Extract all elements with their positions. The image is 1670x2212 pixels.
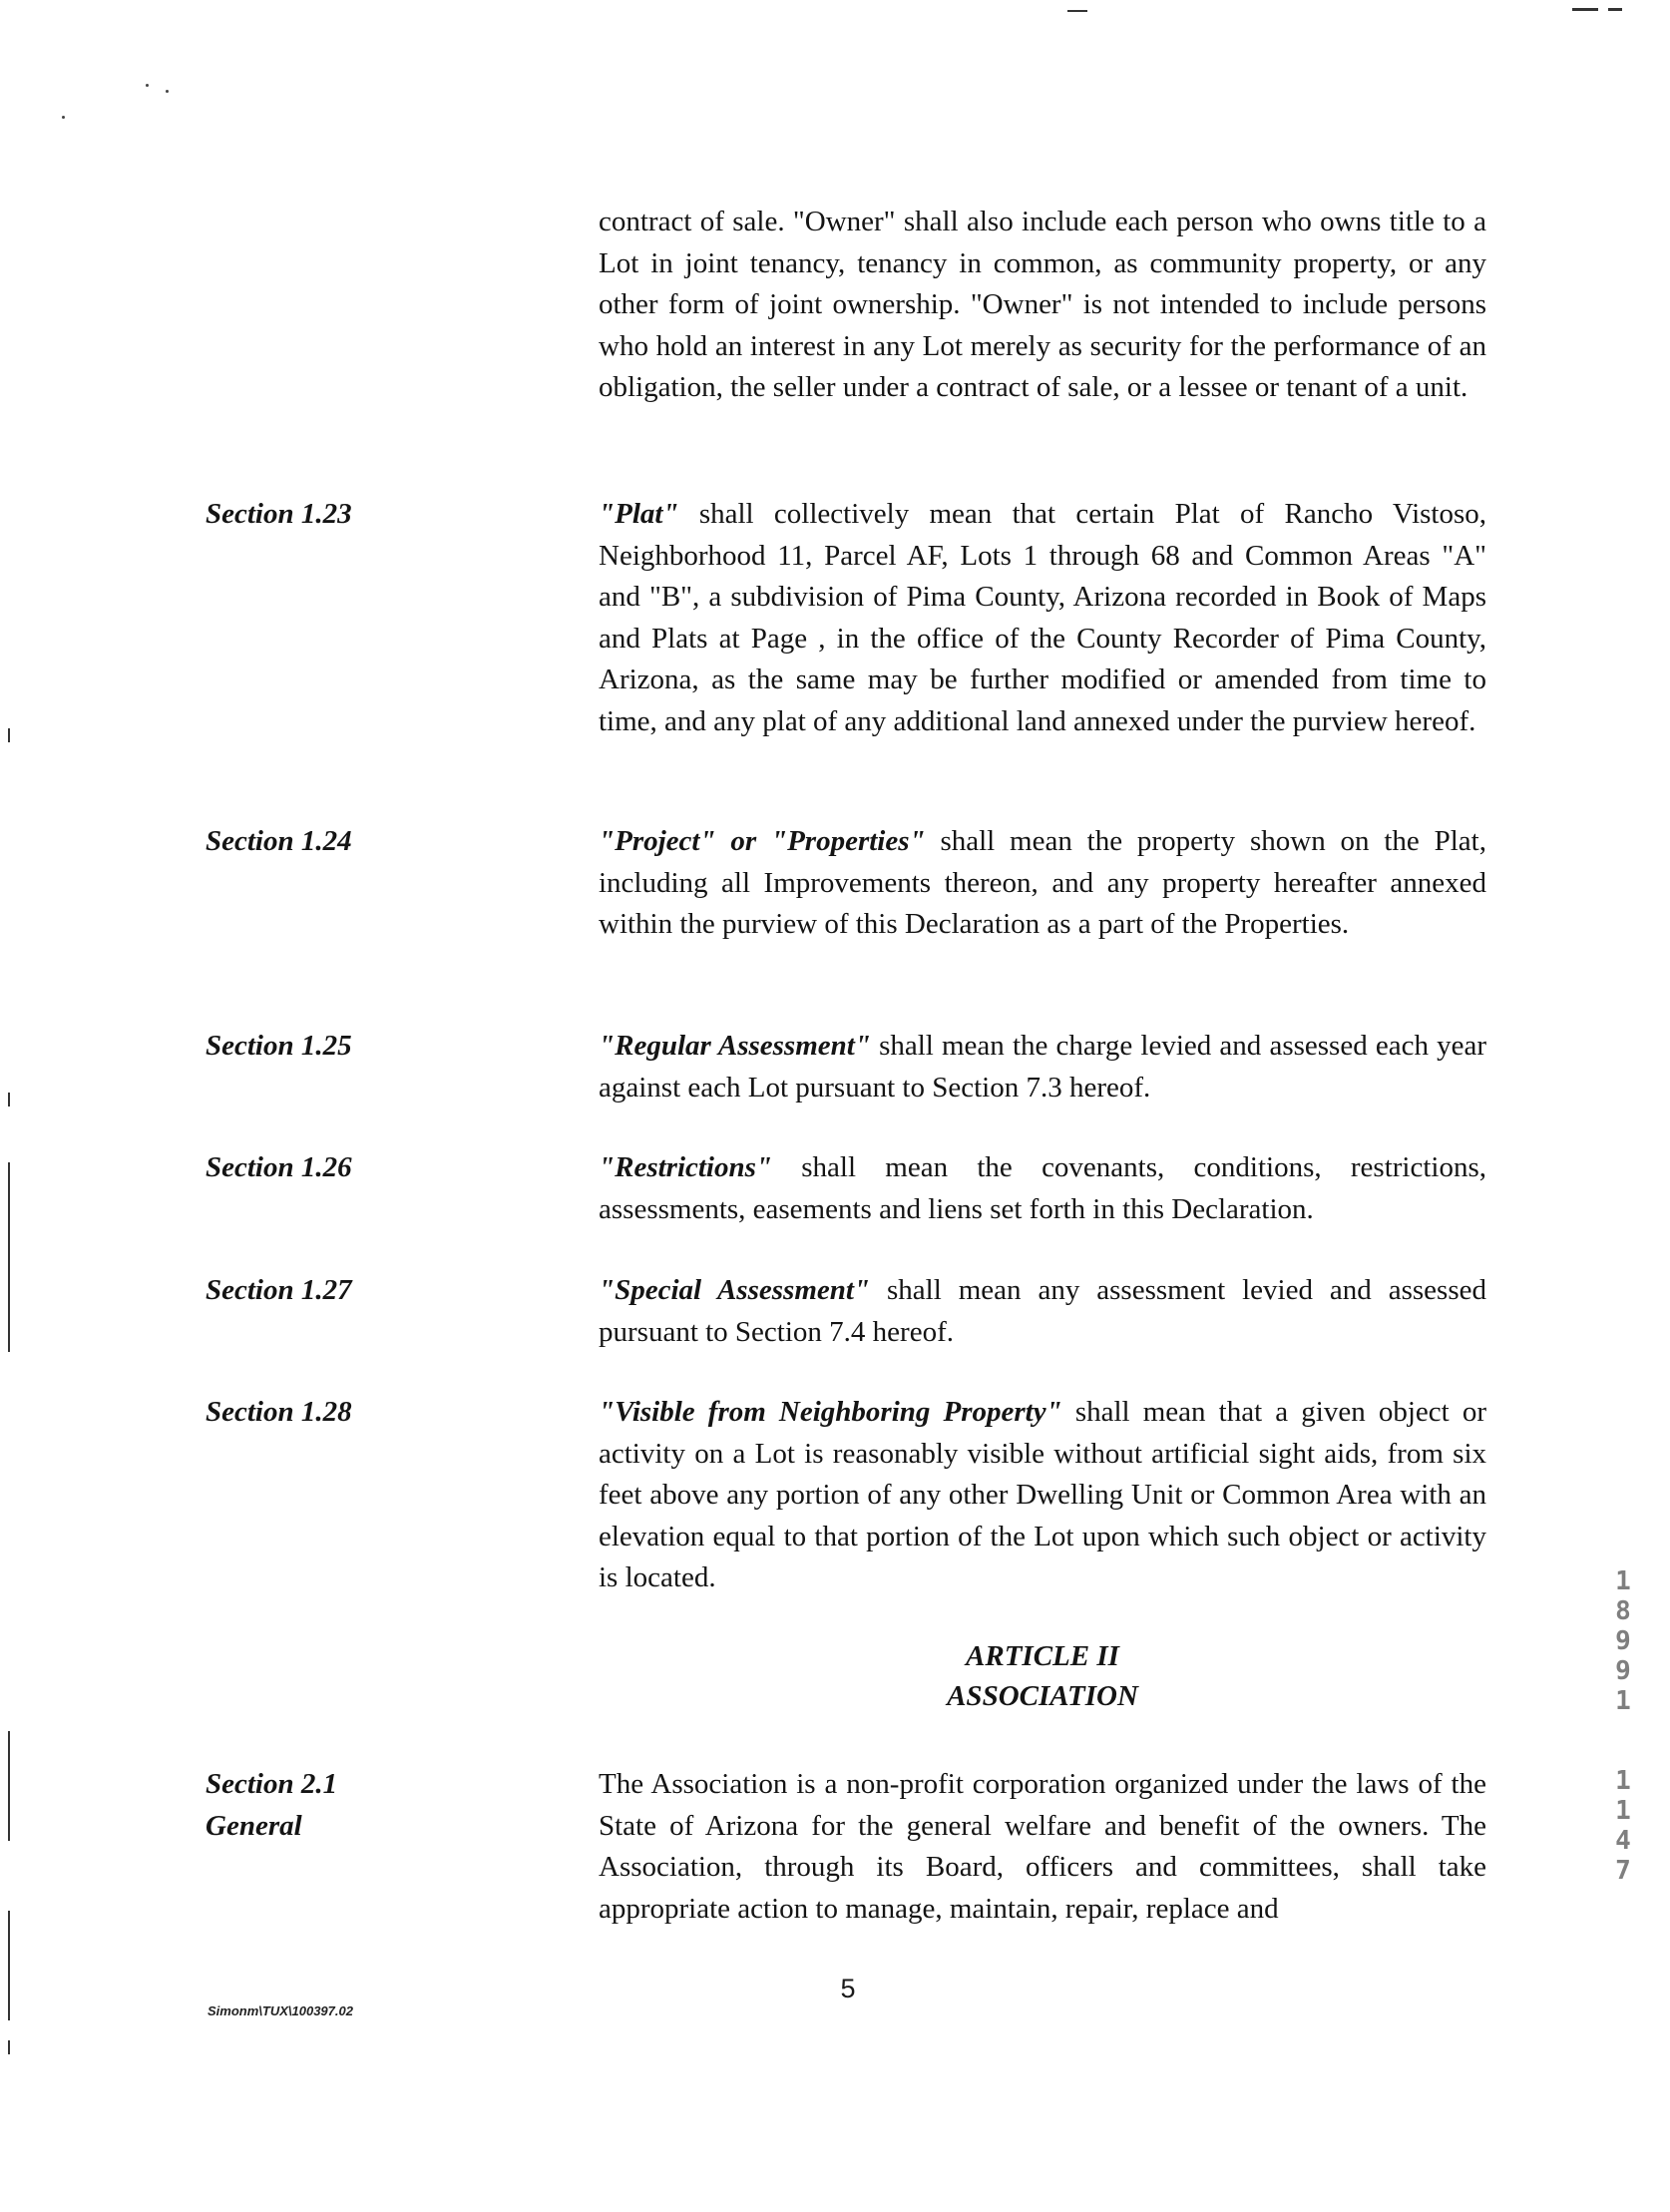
defined-term: "Restrictions" [599,1151,772,1183]
definition-text: shall mean any assessment levied and assessed pursuant to Section 7.4 hereof. [599,1274,1486,1348]
section-label: Section 1.26 [206,1151,352,1183]
stamp-digit: 4 [1615,1826,1631,1856]
section-paragraph [599,1270,1486,1353]
defined-term: "Project" or "Properties" [599,825,926,857]
stamp-digit: 1 [1615,1796,1631,1826]
stamp-digit: 8 [1615,1596,1631,1626]
scan-mark [1608,8,1622,11]
section-paragraph [599,1026,1486,1108]
margin-line [8,1911,10,2020]
scan-mark [1067,10,1087,12]
stamp-digit: 9 [1615,1656,1631,1686]
scan-speck [146,84,149,87]
defined-term: "Visible from Neighboring Property" [599,1396,1062,1428]
scan-mark [1572,8,1598,11]
section-paragraph [599,1392,1486,1599]
definition-text: shall mean the property shown on the Plat, including all Improvements thereon, and any property hereafter annexed within the purview of this Declaration as a part of the Properties. [599,825,1486,940]
section-label: Section 1.25 [206,1030,352,1062]
margin-line [8,1162,10,1352]
article-number: ARTICLE II [966,1640,1119,1672]
section-label: Section 1.27 [206,1274,352,1306]
file-reference: Simonm\TUX\100397.02 [208,2003,353,2018]
scan-speck [62,116,65,119]
section-label: Section 1.28 [206,1396,352,1428]
defined-term: "Regular Assessment" [599,1030,871,1062]
article-title: ASSOCIATION [947,1680,1138,1712]
document-stamp [1608,1566,1638,1716]
margin-line [8,728,10,742]
page-number: 5 [840,1974,856,2003]
continuation-paragraph: contract of sale. "Owner" shall also include each person who owns title to a Lot in joint tenancy, tenancy in common, as community property, or any other form of joint ownership. "Owner" is not intended to include persons who hold an interest in any Lot merely as security for the performance of an obligation, the seller under a contract of sale, or a lessee or tenant of a unit. [599,206,1486,403]
margin-line [8,2040,10,2054]
stamp-digit: 7 [1615,1856,1631,1886]
scan-speck [166,90,169,93]
section-paragraph [599,821,1486,946]
section-paragraph [599,1147,1486,1230]
stamp-digit: 1 [1615,1766,1631,1796]
document-stamp [1608,1766,1638,1886]
definition-text: shall mean the charge levied and assessed each year against each Lot pursuant to Section 7.3 hereof. [599,1030,1487,1104]
section-sublabel: General [206,1809,302,1842]
section-label: Section 1.23 [206,498,352,530]
definition-text: shall collectively mean that certain Plat of Rancho Vistoso, Neighborhood 11, Parcel AF, Lots 1 through 68 and Common Areas "A" and "B", a subdivision of Pima County, Arizona recorded in Book of Maps and Plats at Page , in the office of the County Recorder of Pima County, Arizona, as the same may be further modified or amended from time to time, and any plat of any additional land annexed under the purview hereof. [599,498,1486,737]
margin-line [8,1731,10,1841]
defined-term: "Plat" [599,498,679,530]
defined-term: "Special Assessment" [599,1274,871,1306]
section-paragraph [599,494,1486,742]
section-label [206,1764,525,1847]
section-label: Section 1.24 [206,825,352,857]
stamp-digit: 9 [1615,1626,1631,1656]
margin-line [8,1093,10,1106]
section-paragraph: The Association is a non-profit corporation organized under the laws of the State of Arizona for the general welfare and benefit of the owners. The Association, through its Board, officers and committees, shall take appropriate action to manage, maintain, repair, replace and [599,1768,1486,1925]
definition-text: shall mean that a given object or activity on a Lot is reasonably visible without artificial sight aids, from six feet above any portion of any other Dwelling Unit or Common Area with an elevation equal to that portion of the Lot upon which such object or activity is located. [599,1396,1486,1593]
definition-text: shall mean the covenants, conditions, restrictions, assessments, easements and liens set forth in this Declaration. [599,1151,1486,1225]
stamp-digit: 1 [1615,1566,1631,1596]
stamp-digit: 1 [1615,1686,1631,1716]
section-number: Section 2.1 [206,1768,338,1800]
